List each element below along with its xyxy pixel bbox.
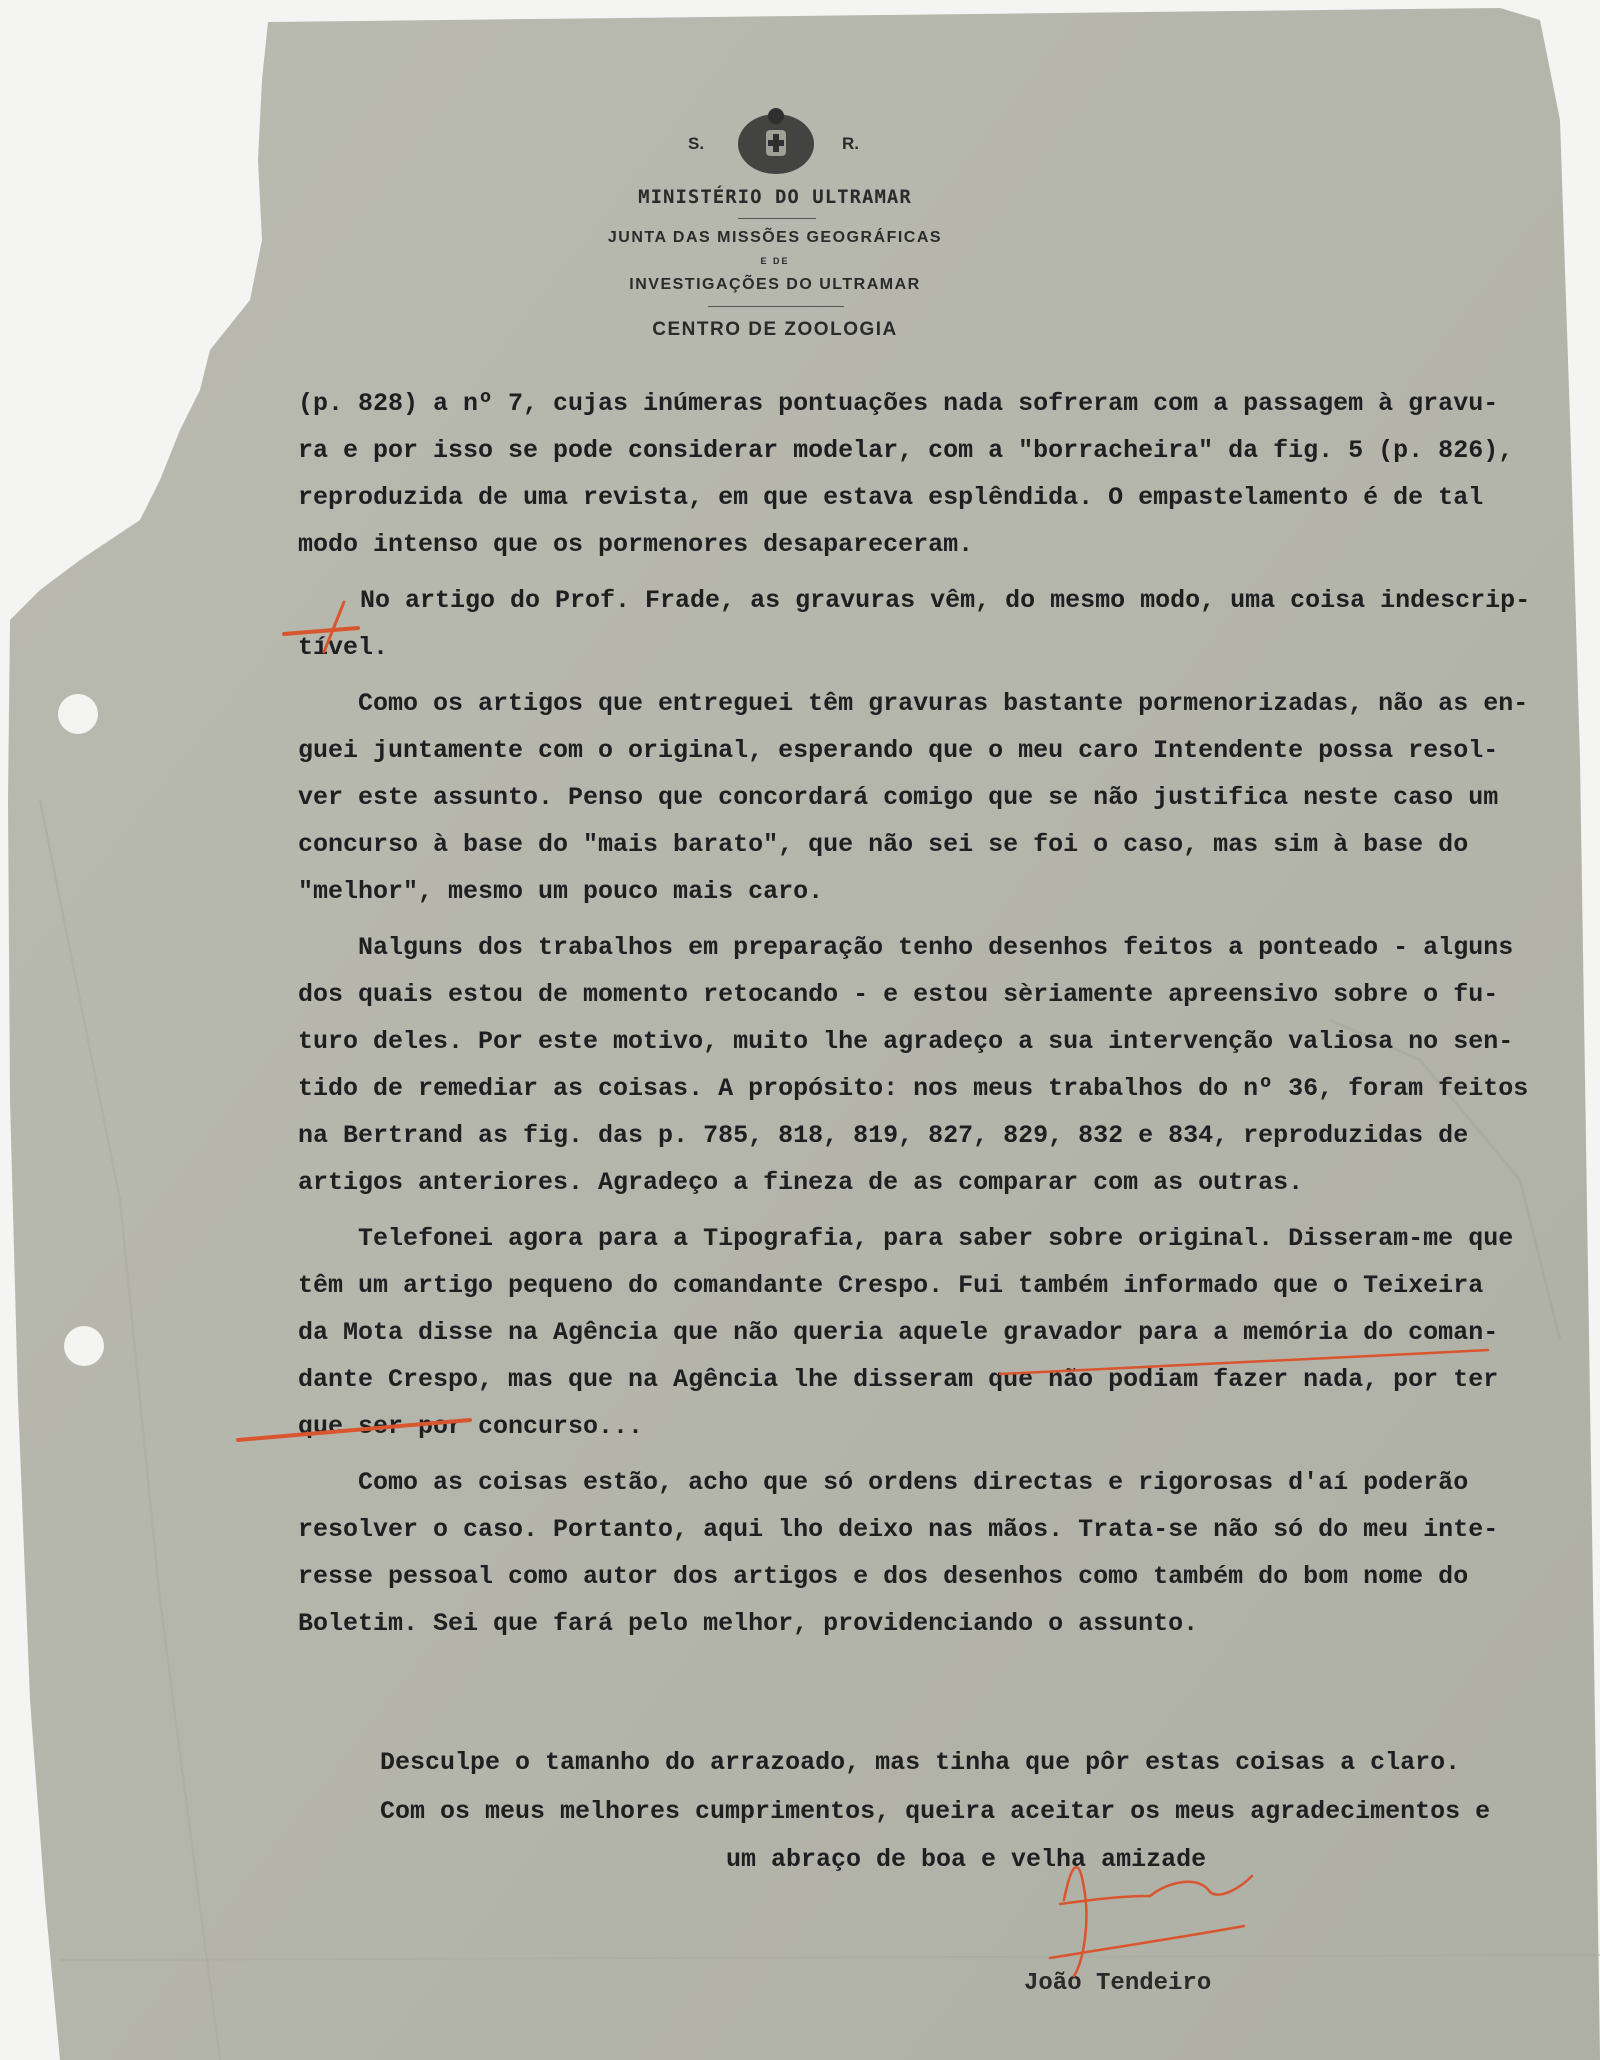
body-line: que ser por concurso... xyxy=(298,1412,644,1441)
body-line: têm um artigo pequeno do comandante Crespo. Fui também informado que o Teixeira xyxy=(298,1271,1484,1300)
body-line: No artigo do Prof. Frade, as gravuras vêm, do mesmo modo, uma coisa indescrip- xyxy=(360,586,1531,615)
body-line: Nalguns dos trabalhos em preparação tenho desenhos feitos a ponteado - alguns xyxy=(298,933,1514,962)
closing-regards: Com os meus melhores cumprimentos, queira aceitar os meus agradecimentos e xyxy=(380,1797,1491,1826)
closing-apology: Desculpe o tamanho do arrazoado, mas tinha que pôr estas coisas a claro. xyxy=(380,1748,1461,1777)
e-de-heading: E DE xyxy=(760,256,790,266)
letter-body xyxy=(298,380,1598,1647)
coat-of-arms-icon xyxy=(730,104,822,180)
body-line: concurso à base do "mais barato", que não sei se foi o caso, mas sim à base do xyxy=(298,830,1469,859)
body-line: dante Crespo, mas que na Agência lhe disseram que não podiam fazer nada, por ter xyxy=(298,1365,1499,1394)
body-line: modo intenso que os pormenores desapareceram. xyxy=(298,530,974,559)
ministry-heading: MINISTÉRIO DO ULTRAMAR xyxy=(638,186,912,208)
header-rule xyxy=(708,306,844,307)
body-line: artigos anteriores. Agradeço a fineza de as comparar com as outras. xyxy=(298,1168,1304,1197)
junta-heading: JUNTA DAS MISSÕES GEOGRÁFICAS xyxy=(607,229,943,246)
body-line: "melhor", mesmo um pouco mais caro. xyxy=(298,877,824,906)
investigacoes-heading: INVESTIGAÇÕES DO ULTRAMAR xyxy=(629,276,921,293)
monogram-r: R. xyxy=(842,134,859,153)
body-line: turo deles. Por este motivo, muito lhe agradeço a sua intervenção valiosa no sen- xyxy=(298,1027,1514,1056)
body-line: tível. xyxy=(298,633,389,662)
body-line: Como os artigos que entreguei têm gravuras bastante pormenorizadas, não as en- xyxy=(298,689,1529,718)
body-line: resse pessoal como autor dos artigos e dos desenhos como também do bom nome do xyxy=(298,1562,1469,1591)
closing-friendship: um abraço de boa e velha amizade xyxy=(726,1845,1207,1874)
centro-heading: CENTRO DE ZOOLOGIA xyxy=(652,319,898,340)
body-line: Telefonei agora para a Tipografia, para saber sobre original. Disseram-me que xyxy=(298,1224,1514,1253)
body-line: Como as coisas estão, acho que só ordens directas e rigorosas d'aí poderão xyxy=(298,1468,1469,1497)
body-line: guei juntamente com o original, esperando que o meu caro Intendente possa resol- xyxy=(298,736,1499,765)
body-line: resolver o caso. Portanto, aqui lho deixo nas mãos. Trata-se não só do meu inte- xyxy=(298,1515,1499,1544)
body-line: ver este assunto. Penso que concordará comigo que se não justifica neste caso um xyxy=(298,783,1499,812)
body-line: (p. 828) a nº 7, cujas inúmeras pontuações nada sofreram com a passagem à gravu- xyxy=(298,389,1499,418)
monogram-s: S. xyxy=(688,134,705,153)
body-line: ra e por isso se pode considerar modelar, com a "borracheira" da fig. 5 (p. 826), xyxy=(298,436,1514,465)
body-line: Boletim. Sei que fará pelo melhor, providenciando o assunto. xyxy=(298,1609,1199,1638)
body-line: na Bertrand as fig. das p. 785, 818, 819, 827, 829, 832 e 834, reproduzidas de xyxy=(298,1121,1469,1150)
header-rule xyxy=(738,218,816,219)
body-line: tido de remediar as coisas. A propósito: nos meus trabalhos do nº 36, foram feitos xyxy=(298,1074,1529,1103)
body-line: da Mota disse na Agência que não queria aquele gravador para a memória do coman- xyxy=(298,1318,1499,1347)
signature-name: João Tendeiro xyxy=(1024,1970,1212,1997)
body-line: dos quais estou de momento retocando - e estou sèriamente apreensivo sobre o fu- xyxy=(298,980,1499,1009)
body-line: reproduzida de uma revista, em que estava esplêndida. O empastelamento é de tal xyxy=(298,483,1484,512)
